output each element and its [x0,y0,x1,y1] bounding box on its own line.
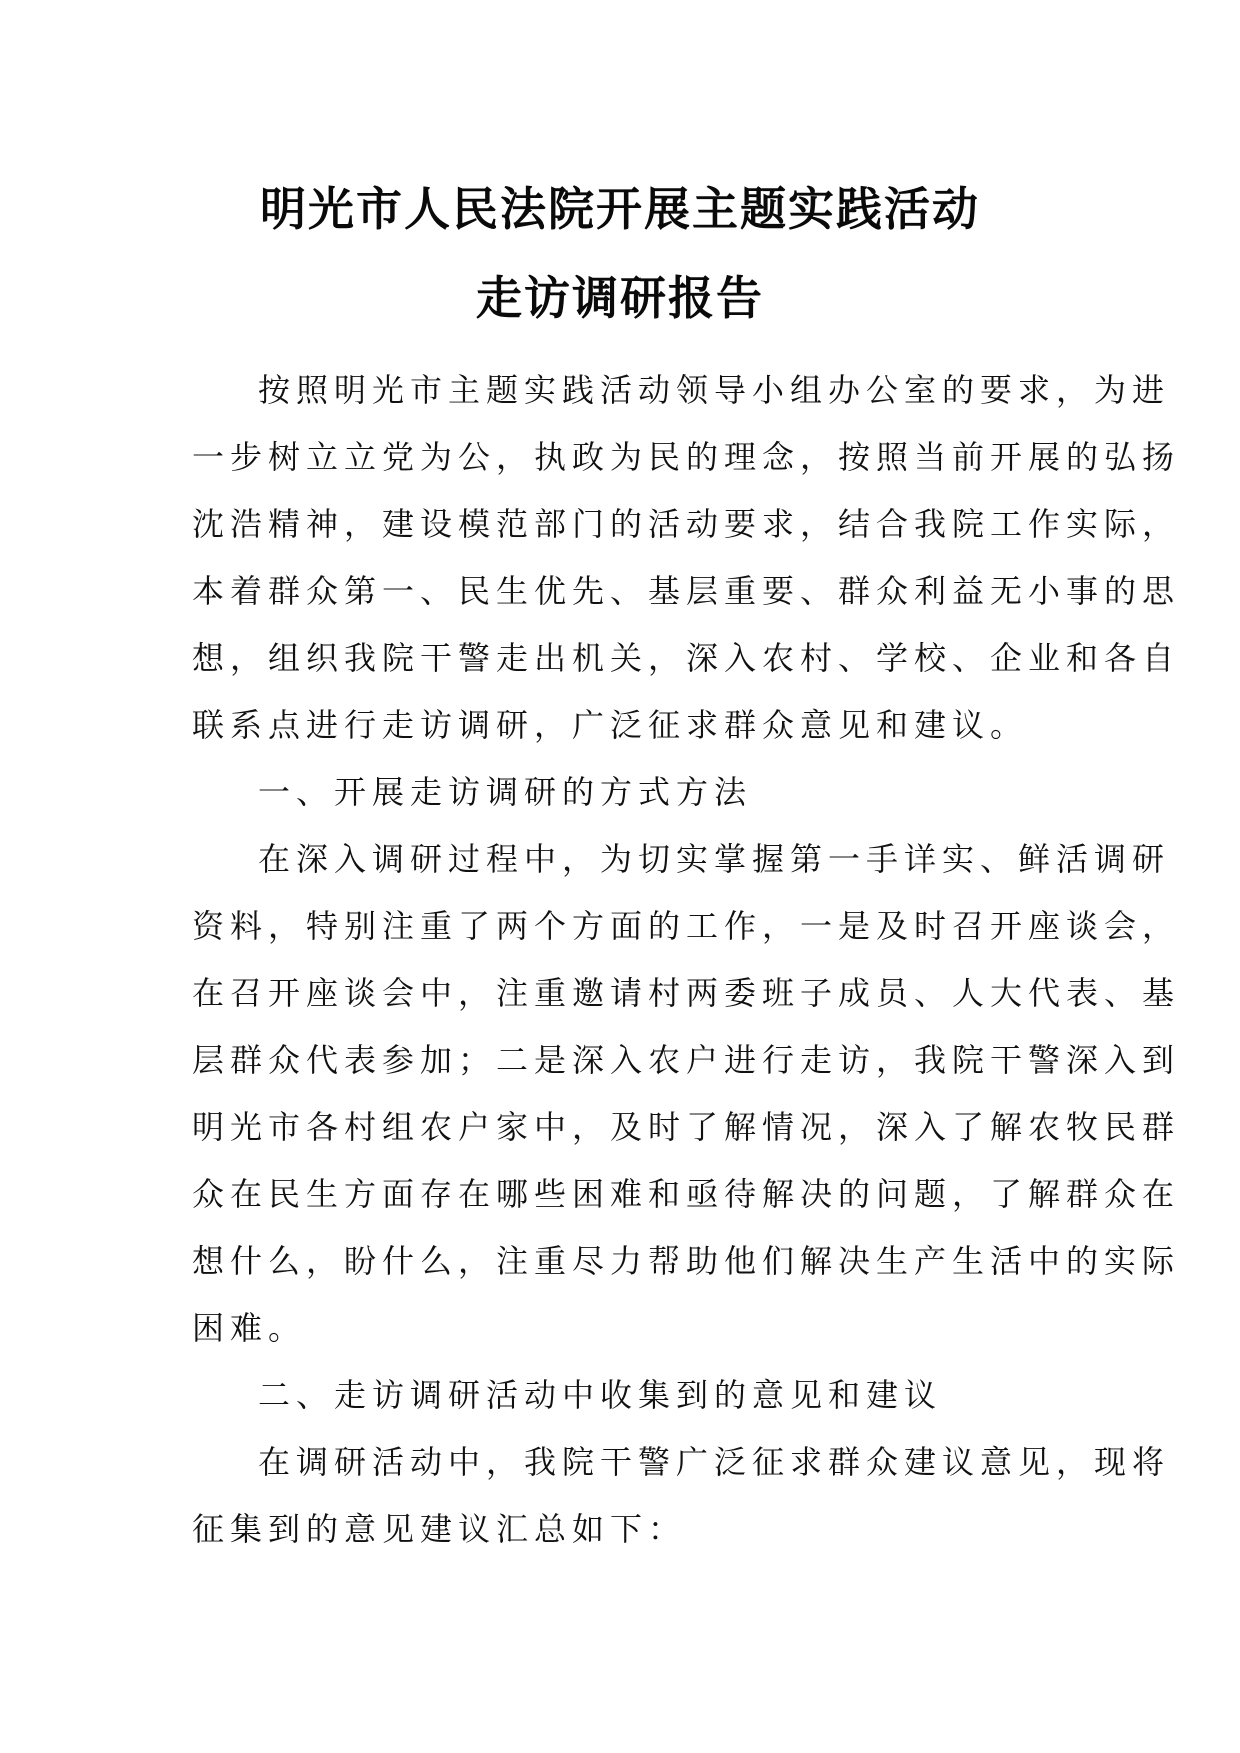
section-heading-1: 一、开展走访调研的方式方法 [258,773,753,811]
paragraph-2-line-3: 在召开座谈会中，注重邀请村两委班子成员、人大代表、基 [192,974,1181,1012]
paragraph-1-line-2: 一步树立立党为公，执政为民的理念，按照当前开展的弘扬 [192,438,1181,476]
paragraph-2-line-6: 众在民生方面存在哪些困难和亟待解决的问题，了解群众在 [192,1175,1181,1213]
paragraph-2-line-7: 想什么，盼什么，注重尽力帮助他们解决生产生活中的实际 [192,1242,1181,1280]
paragraph-1-line-4: 本着群众第一、民生优先、基层重要、群众利益无小事的思 [192,572,1181,610]
paragraph-1-line-3: 沈浩精神，建设模范部门的活动要求，结合我院工作实际， [192,505,1181,543]
paragraph-2-line-1: 在深入调研过程中，为切实掌握第一手详实、鲜活调研 [258,840,1171,878]
paragraph-2-line-2: 资料，特别注重了两个方面的工作，一是及时召开座谈会， [192,907,1181,945]
paragraph-1-line-1: 按照明光市主题实践活动领导小组办公室的要求，为进 [258,371,1171,409]
paragraph-1-line-5: 想，组织我院干警走出机关，深入农村、学校、企业和各自 [192,639,1181,677]
document-title-line-1: 明光市人民法院开展主题实践活动 [260,182,980,236]
paragraph-2-line-5: 明光市各村组农户家中，及时了解情况，深入了解农牧民群 [192,1108,1181,1146]
paragraph-2-line-4: 层群众代表参加；二是深入农户进行走访，我院干警深入到 [192,1041,1181,1079]
section-heading-2: 二、走访调研活动中收集到的意见和建议 [258,1376,943,1414]
paragraph-3-line-1: 在调研活动中，我院干警广泛征求群众建议意见，现将 [258,1443,1171,1481]
document-body [192,357,1181,1563]
paragraph-3-line-2: 征集到的意见建议汇总如下： [192,1510,687,1548]
document-title-line-2: 走访调研报告 [476,271,764,325]
paragraph-2-line-8: 困难。 [192,1309,307,1347]
paragraph-1-line-6: 联系点进行走访调研，广泛征求群众意见和建议。 [192,706,1029,744]
